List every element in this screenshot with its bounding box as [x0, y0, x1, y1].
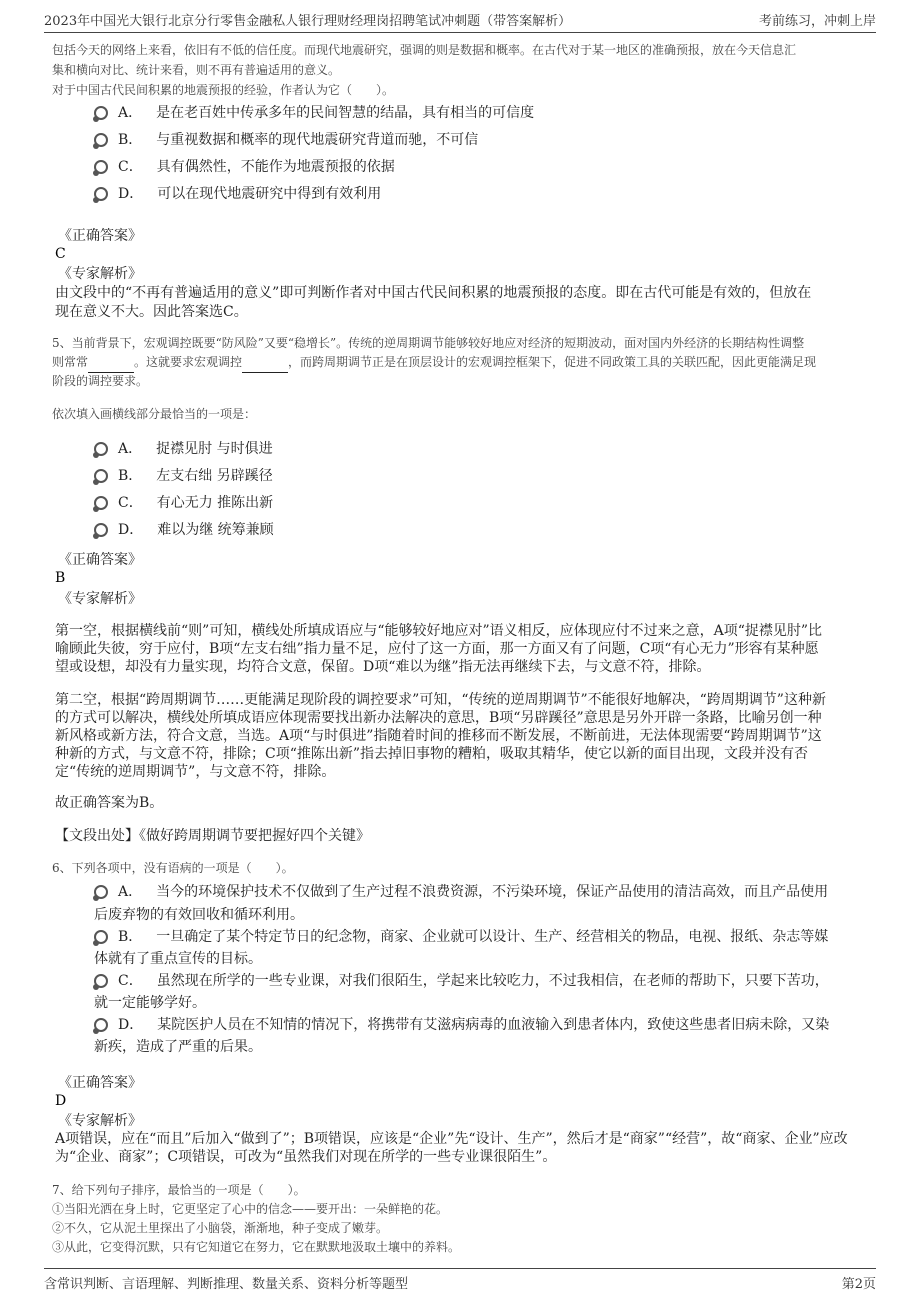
- radio-button[interactable]: [94, 1018, 108, 1032]
- q5-question-line: 阶段的调控要求。: [52, 374, 149, 388]
- analysis-text: A项错误，应在“而且”后加入“做到了”；B项错误，应该是“企业”先“设计、生产”，然后才是“商家”“经营”，故“商家、企业”应改: [55, 1131, 848, 1147]
- q6-option-b-cont: 体就有了重点宣传的目标。: [94, 951, 262, 967]
- radio-button[interactable]: [94, 160, 108, 174]
- fill-blank: [88, 353, 134, 373]
- analysis-text: 第一空，根据横线前“则”可知，横线处所填成语应与“能够较好地应对”语义相反，应体现应付不过来之意，A项“捉襟见肘”比: [55, 623, 823, 639]
- q6-option-c-cont: 就一定能够学好。: [94, 995, 206, 1011]
- radio-button[interactable]: [94, 885, 108, 899]
- answer-label: 《正确答案》: [58, 552, 142, 568]
- conclusion-text: 故正确答案为B。: [55, 795, 164, 811]
- q5-prompt: 依次填入画横线部分最恰当的一项是：: [52, 407, 257, 421]
- q7-sentence: ②不久，它从泥土里探出了小脑袋，渐渐地，种子变成了嫩芽。: [52, 1221, 389, 1235]
- analysis-text: 的方式可以解决，横线处所填成语应体现需要找出新办法解决的意思，B项“另辟蹊径”意思是另外开辟一条路，比喻另创一种: [55, 710, 822, 726]
- radio-button[interactable]: [94, 106, 108, 120]
- analysis-label: 《专家解析》: [58, 1113, 142, 1129]
- q5-question-line: 5、当前背景下，宏观调控既要“防风险”又要“稳增长”。传统的逆周期调节能够较好地应对经济的短期波动，面对国内外经济的长期结构性调整: [52, 336, 805, 350]
- answer-label: 《正确答案》: [58, 1075, 142, 1091]
- analysis-text: 为“企业、商家”；C项错误，可改为“虽然我们对现在所学的一些专业课很陌生”。: [55, 1149, 557, 1165]
- radio-button[interactable]: [94, 496, 108, 510]
- radio-button[interactable]: [94, 930, 108, 944]
- q6-option-a[interactable]: A． 当今的环境保护技术不仅做到了生产过程不浪费资源，不污染环境，保证产品使用的清洁高效，而且产品使用: [94, 879, 870, 906]
- fill-blank: [242, 353, 288, 373]
- q4-context-line: 集和横向对比、统计来看，则不再有普遍适用的意义。: [52, 63, 341, 77]
- q4-context-line: 包括今天的网络上来看，依旧有不低的信任度。而现代地震研究，强调的则是数据和概率。在古代对于某一地区的准确预报，放在今天信息汇: [52, 43, 797, 57]
- footer-categories: 含常识判断、言语理解、判断推理、数量关系、资料分析等题型: [44, 1277, 409, 1292]
- q4-option-a[interactable]: A． 是在老百姓中传承多年的民间智慧的结晶，具有相当的可信度: [94, 100, 534, 127]
- q5-option-a[interactable]: A． 捉襟见肘 与时俱进: [94, 436, 273, 463]
- page-number: 第2页: [841, 1277, 876, 1292]
- document-title: 2023年中国光大银行北京分行零售金融私人银行理财经理岗招聘笔试冲刺题（带答案解析）: [44, 14, 572, 29]
- radio-button[interactable]: [94, 187, 108, 201]
- q6-question: 6、下列各项中，没有语病的一项是（ ）。: [52, 861, 294, 875]
- q7-sentence: ③从此，它变得沉默，只有它知道它在努力，它在默默地汲取土壤中的养料。: [52, 1240, 461, 1254]
- q5-option-d[interactable]: D． 难以为继 统筹兼顾: [94, 517, 274, 544]
- q5-question-line: 则常常 。这就要求宏观调控 ，而跨周期调节正是在顶层设计的宏观调控框架下，促进不同政策工具的关联匹配，因此更能满足现: [52, 353, 816, 373]
- q6-option-d-cont: 新疾，造成了严重的后果。: [94, 1039, 262, 1055]
- radio-button[interactable]: [94, 974, 108, 988]
- q5-option-c[interactable]: C． 有心无力 推陈出新: [94, 490, 273, 517]
- analysis-text: 第二空，根据“跨周期调节……更能满足现阶段的调控要求”可知，“传统的逆周期调节”不能很好地解决，“跨周期调节”这种新: [55, 692, 826, 708]
- q4-option-b[interactable]: B． 与重视数据和概率的现代地震研究背道而驰，不可信: [94, 127, 478, 154]
- q5-option-b[interactable]: B． 左支右绌 另辟蹊径: [94, 463, 273, 490]
- analysis-text: 定“传统的逆周期调节”，与文意不符，排除。: [55, 764, 336, 780]
- q7-question: 7、给下列句子排序，最恰当的一项是（ ）。: [52, 1183, 306, 1197]
- answer-value: D: [55, 1093, 67, 1109]
- radio-button[interactable]: [94, 442, 108, 456]
- q4-question: 对于中国古代民间积累的地震预报的经验，作者认为它（ ）。: [52, 83, 395, 97]
- q6-option-d[interactable]: D． 某院医护人员在不知情的情况下，将携带有艾滋病病毒的血液输入到患者体内，致使这些患者旧病未除，又染: [94, 1012, 829, 1039]
- analysis-label: 《专家解析》: [58, 266, 142, 282]
- page-footer: [44, 1268, 876, 1292]
- analysis-text: 种新的方式，与文意不符，排除；C项“推陈出新”指去掉旧事物的糟粕，吸取其精华，使它以新的面目出现，文段并没有否: [55, 746, 809, 762]
- answer-value: C: [55, 246, 66, 262]
- analysis-text: 喻顾此失彼，穷于应付，B项“左支右绌”指力量不足，应付了这一方面，那一方面又有了问题，C项“有心无力”形容有某种愿: [55, 641, 819, 657]
- header-slogan: 考前练习，冲刺上岸: [758, 14, 876, 29]
- radio-button[interactable]: [94, 133, 108, 147]
- answer-value: B: [55, 570, 66, 586]
- analysis-text: 由文段中的“不再有普遍适用的意义”即可判断作者对中国古代民间积累的地震预报的态度。即在古代可能是有效的，但放在: [55, 285, 812, 301]
- radio-button[interactable]: [94, 523, 108, 537]
- q6-option-a-cont: 后废弃物的有效回收和循环利用。: [94, 907, 304, 923]
- analysis-text: 望或设想，却没有力量实现，均符合文意，保留。D项“难以为继”指无法再继续下去，与文意不符，排除。: [55, 659, 711, 675]
- page-header: [44, 8, 876, 33]
- q6-option-b[interactable]: B． 一旦确定了某个特定节日的纪念物，商家、企业就可以设计、生产、经营相关的物品，电视、报纸、杂志等媒: [94, 924, 828, 951]
- q7-sentence: ①当阳光洒在身上时，它更坚定了心中的信念——要开出：一朵鲜艳的花。: [52, 1202, 449, 1216]
- analysis-text: 新风格或新方法，符合文意，当选。A项“与时俱进”指随着时间的推移而不断发展，不断前进，无法体现需要“跨周期调节”这: [55, 728, 822, 744]
- source-citation: 【文段出处】《做好跨周期调节要把握好四个关键》: [55, 828, 370, 844]
- radio-button[interactable]: [94, 469, 108, 483]
- answer-label: 《正确答案》: [58, 228, 142, 244]
- analysis-text: 现在意义不大。因此答案选C。: [55, 304, 248, 320]
- q4-option-d[interactable]: D． 可以在现代地震研究中得到有效利用: [94, 181, 381, 208]
- q4-option-c[interactable]: C． 具有偶然性，不能作为地震预报的依据: [94, 154, 395, 181]
- q6-option-c[interactable]: C． 虽然现在所学的一些专业课，对我们很陌生，学起来比较吃力，不过我相信，在老师的帮助下，只要下苦功，: [94, 968, 829, 995]
- analysis-label: 《专家解析》: [58, 591, 142, 607]
